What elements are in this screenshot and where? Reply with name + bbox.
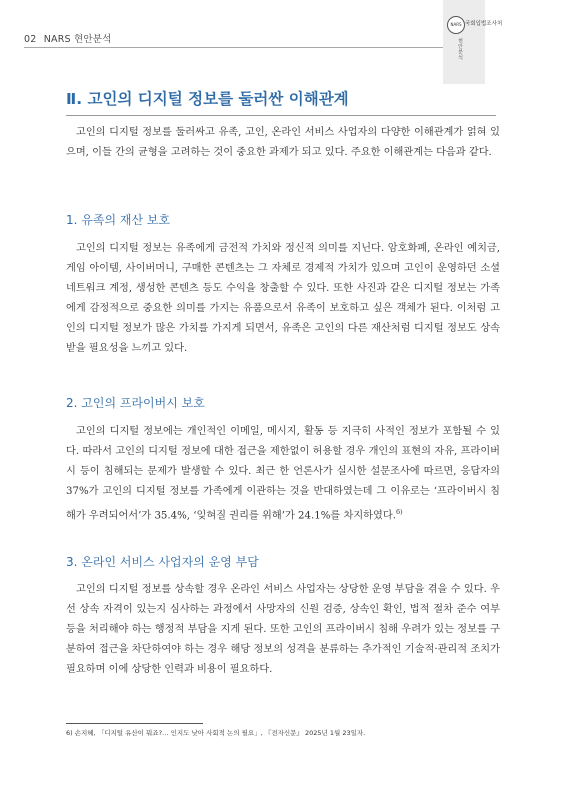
section-body-2 [66, 422, 500, 526]
section-title-2: 2. 고인의 프라이버시 보호 [66, 396, 205, 410]
logo-vertical-text: 현안분석 [457, 38, 463, 60]
section-title-3: 3. 온라인 서비스 사업자의 운영 부담 [66, 555, 259, 569]
footnote-marker: 6) [395, 508, 403, 516]
page-number: 02 [24, 34, 37, 45]
series-name: NARS 현안분석 [43, 34, 112, 45]
intro-paragraph: 고인의 디지털 정보를 둘러싸고 유족, 고인, 온라인 서비스 사업자의 다양한 이해관계가 얽혀 있으며, 이들 간의 균형을 고려하는 것이 중요한 과제가 되고 있다. 주요한 이해관계는 다음과 같다. [66, 127, 500, 158]
section-body-2-text: 고인의 디지털 정보에는 개인적인 이메일, 메시지, 활동 등 지극히 사적인 정보가 포함될 수 있다. 따라서 고인의 디지털 정보에 대한 접근을 제한없이 허용할 경우 개인의 표현의 자유, 프라이버시 등이 침해되는 문제가 발생할 수 있다. 최근 한 언론사가 실시한 설문조사에 따르면, 응답자의 37%가 고인의 디지털 정보를 가족에게 이관하는 것을 반대하였는데 그 이유로는 ‘프라이버시 침해가 우려되어서’가 35.4%, ‘잊혀질 권리를 위해’가 24.1%를 차지하였다. [66, 426, 500, 522]
running-head [24, 31, 112, 45]
nars-logo [447, 16, 503, 78]
chapter-divider [66, 115, 496, 116]
section-body-1: 고인의 디지털 정보는 유족에게 금전적 가치와 정신적 의미를 지닌다. 암호화폐, 온라인 예치금, 게임 아이템, 사이버머니, 구매한 콘텐츠는 그 자체로 경제적 가치가 있으며 고인이 운영하던 소셜네트워크 계정, 생성한 콘텐츠 등도 수익을 창출할 수 있다. 또한 사진과 같은 디지털 정보는 가족에게 감정적으로 중요한 의미를 가지는 유품으로서 유족이 보호하고 싶은 객체가 된다. 이처럼 고인의 디지털 정보가 많은 가치를 가지게 되면서, 유족은 고인의 다른 재산처럼 디지털 정보도 상속받을 필요성을 느끼고 있다. [66, 243, 500, 354]
section-title-1: 1. 유족의 재산 보호 [66, 213, 171, 227]
header-divider [24, 47, 477, 48]
logo-name: 국회입법조사처 [465, 21, 503, 27]
footnote-divider [66, 723, 203, 724]
footnote: 6) 손지혜, 「디지털 유산이 뭐죠?… 인지도 낮아 사회적 논의 필요」, 『전자신문』 2025년 1월 23일자. [66, 729, 366, 737]
chapter-title: Ⅱ. 고인의 디지털 정보를 둘러싼 이해관계 [66, 90, 349, 108]
logo-emblem-icon: NARS [447, 16, 465, 34]
section-body-3: 고인의 디지털 정보를 상속할 경우 온라인 서비스 사업자는 상당한 운영 부담을 겪을 수 있다. 우선 상속 자격이 있는지 심사하는 과정에서 사망자의 신원 검증, 상속인 확인, 법적 절차 준수 여부 등을 처리해야 하는 행정적 부담을 지게 된다. 또한 고인의 프라이버시 침해 우려가 있는 정보를 구분하여 접근을 차단하여야 하는 경우 해당 정보의 성격을 분류하는 추가적인 기술적·관리적 조치가 필요하며 이에 상당한 인력과 비용이 필요하다. [66, 584, 500, 675]
